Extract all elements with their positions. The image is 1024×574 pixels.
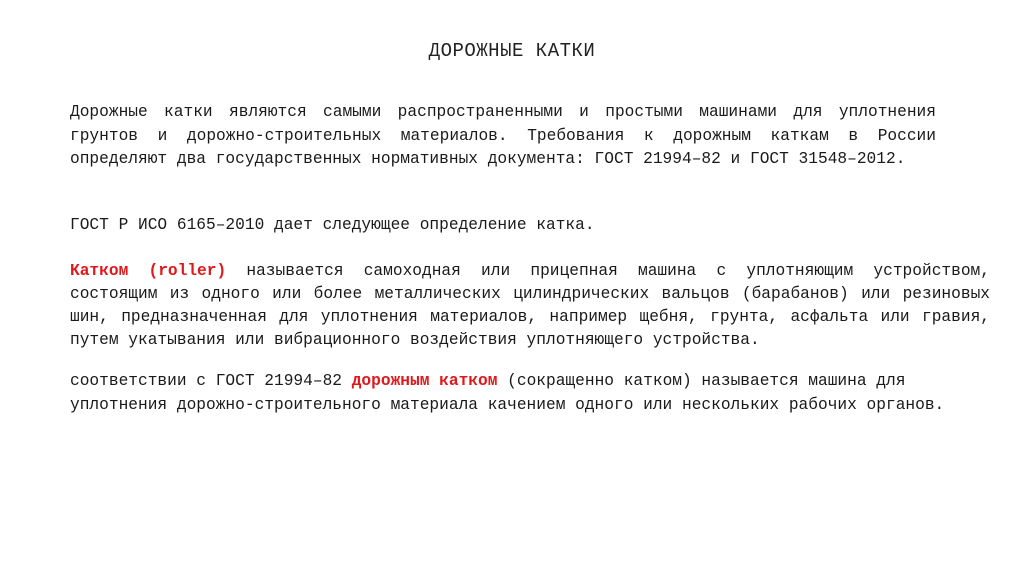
roller-definition-text: называется самоходная или прицепная машина с уплотняющим устройством, состоящим из одного или более металлических цилиндрических вальцов (барабанов) или резиновых шин, предназначенная для уплотнения материалов, например щебня, грунта, асфальта или гравия, путем укатывания или вибрационного воздействия уплотняющего устройства. — [70, 262, 990, 349]
intro-paragraph: Дорожные катки являются самыми распространенными и простыми машинами для уплотнения грунтов и дорожно-строительных материалов. Требования к дорожным каткам в России определяют два государственных нормативных документа: ГОСТ 21994–82 и ГОСТ 31548–2012. — [70, 103, 936, 168]
roller-definition-paragraph — [70, 260, 990, 352]
gost-definition-text: (сокращенно катком) называется машина для уплотнения дорожно-строительного материала качением одного или нескольких рабочих органов. — [70, 372, 945, 414]
gost-definition-lead: соответствии с ГОСТ 21994–82 — [70, 372, 352, 390]
gost-definition-paragraph — [70, 370, 970, 417]
slide-title: ДОРОЖНЫЕ КАТКИ — [428, 40, 596, 62]
road-roller-term: дорожным катком — [351, 372, 498, 390]
definition-intro-paragraph: ГОСТ Р ИСО 6165–2010 дает следующее определение катка. — [70, 216, 595, 234]
roller-term: Катком (roller) — [70, 262, 227, 280]
